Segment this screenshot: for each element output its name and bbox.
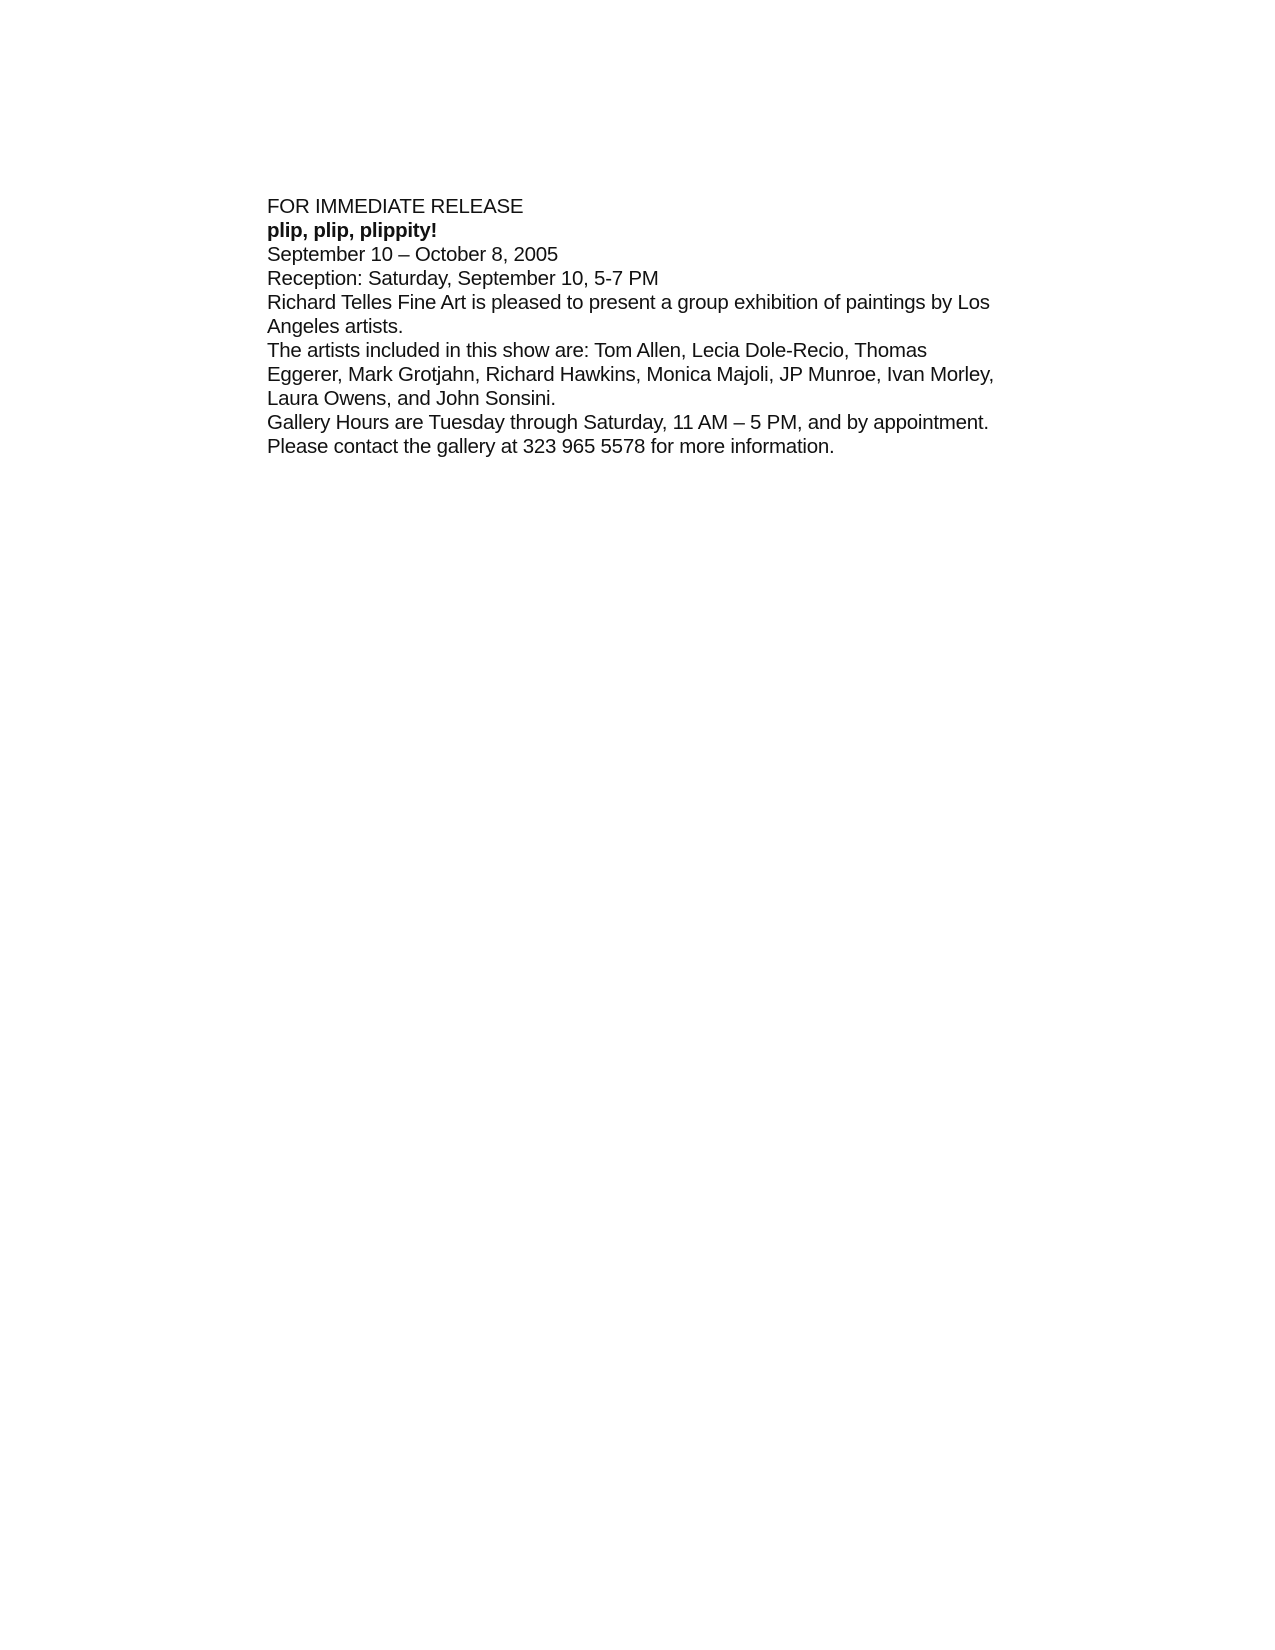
press-release-body [267,195,1007,459]
reception-info: Reception: Saturday, September 10, 5-7 PM [267,267,659,290]
exhibition-dates: September 10 – October 8, 2005 [267,243,559,266]
artists-paragraph: The artists included in this show are: Tom Allen, Lecia Dole-Recio, Thomas Eggerer, Mark Grotjahn, Richard Hawkins, Monica Majoli, JP Munroe, Ivan Morley, Laura Owens, and John Sonsini. [267,339,994,410]
release-label: FOR IMMEDIATE RELEASE [267,195,524,218]
gallery-hours: Gallery Hours are Tuesday through Saturday, 11 AM – 5 PM, and by appointment. [267,411,989,434]
exhibition-title: plip, plip, plippity! [267,219,438,242]
intro-paragraph: Richard Telles Fine Art is pleased to present a group exhibition of paintings by Los Angeles artists. [267,291,990,338]
contact-info: Please contact the gallery at 323 965 5578 for more information. [267,435,835,458]
